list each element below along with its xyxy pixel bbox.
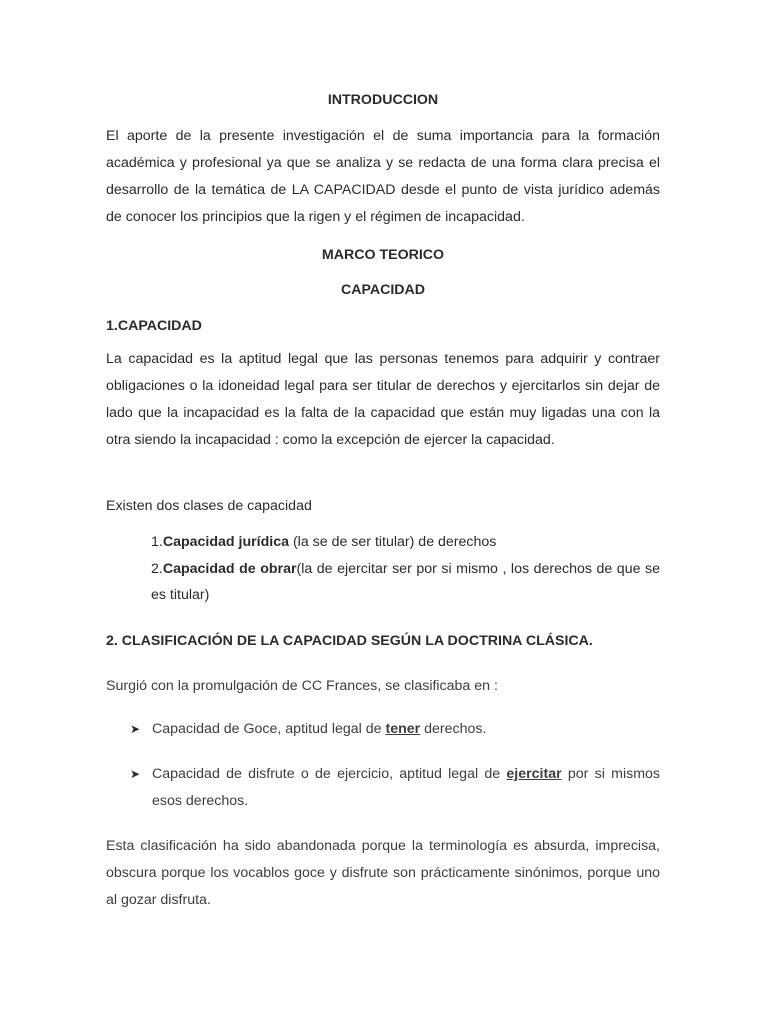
capacity-list	[151, 529, 660, 609]
section2-intro: Surgió con la promulgación de CC Frances, se clasificaba en :	[106, 678, 498, 694]
list-item-number: 1.	[151, 534, 163, 550]
list-item	[106, 761, 660, 815]
list-item	[151, 529, 660, 556]
list-item-term: Capacidad de obrar	[162, 560, 297, 577]
section1-heading: 1.CAPACIDAD	[106, 318, 202, 334]
intro-title: INTRODUCCION	[327, 92, 439, 108]
arrow-bullet-icon: ➤	[130, 722, 141, 736]
bullet-text: Capacidad de Goce, aptitud legal de	[152, 721, 386, 737]
list-item-text: (la de ejercitar ser por si mismo , los derechos de que se es titular)	[151, 560, 660, 603]
bullet-emphasis: tener	[385, 721, 421, 737]
bullet-text: Capacidad de disfrute o de ejercicio, aptitud legal de	[152, 766, 507, 782]
list-item	[151, 556, 660, 609]
classes-intro: Existen dos clases de capacidad	[106, 498, 312, 514]
intro-paragraph: El aporte de la presente investigación el de suma importancia para la formación académica y profesional ya que se analiza y se redacta de una forma clara precisa el desarrollo de la temática de LA CAPACIDAD desde el punto de vista jurídico además de conocer los principios que la rigen y el régimen de incapacidad.	[106, 128, 660, 225]
section2-heading: 2. CLASIFICACIÓN DE LA CAPACIDAD SEGÚN LA DOCTRINA CLÁSICA.	[106, 633, 593, 649]
list-item-text: (la se de ser titular) de derechos	[289, 534, 497, 550]
arrow-bullet-icon: ➤	[130, 767, 141, 781]
section1-paragraph: La capacidad es la aptitud legal que las personas tenemos para adquirir y contraer obligaciones o la idoneidad legal para ser titular de derechos y ejercitarlos sin dejar de lado que la incapacidad es la falta de la capacidad que están muy ligadas una con la otra siendo la incapacidad : como la excepción de ejercer la capacidad.	[106, 351, 660, 448]
list-item	[106, 716, 660, 743]
section2-closing: Esta clasificación ha sido abandonada porque la terminología es absurda, imprecisa, obscura porque los vocablos goce y disfrute son prácticamente sinónimos, porque uno al gozar disfruta.	[106, 838, 660, 908]
bullet-text: por si mismos esos derechos.	[152, 766, 660, 809]
capacidad-subtitle: CAPACIDAD	[340, 282, 426, 298]
list-item-number: 2.	[151, 560, 163, 577]
list-item-term: Capacidad jurídica	[162, 534, 289, 550]
marco-title: MARCO TEORICO	[321, 247, 445, 263]
bullet-emphasis: ejercitar	[506, 766, 562, 782]
bullet-text: derechos.	[420, 721, 487, 737]
